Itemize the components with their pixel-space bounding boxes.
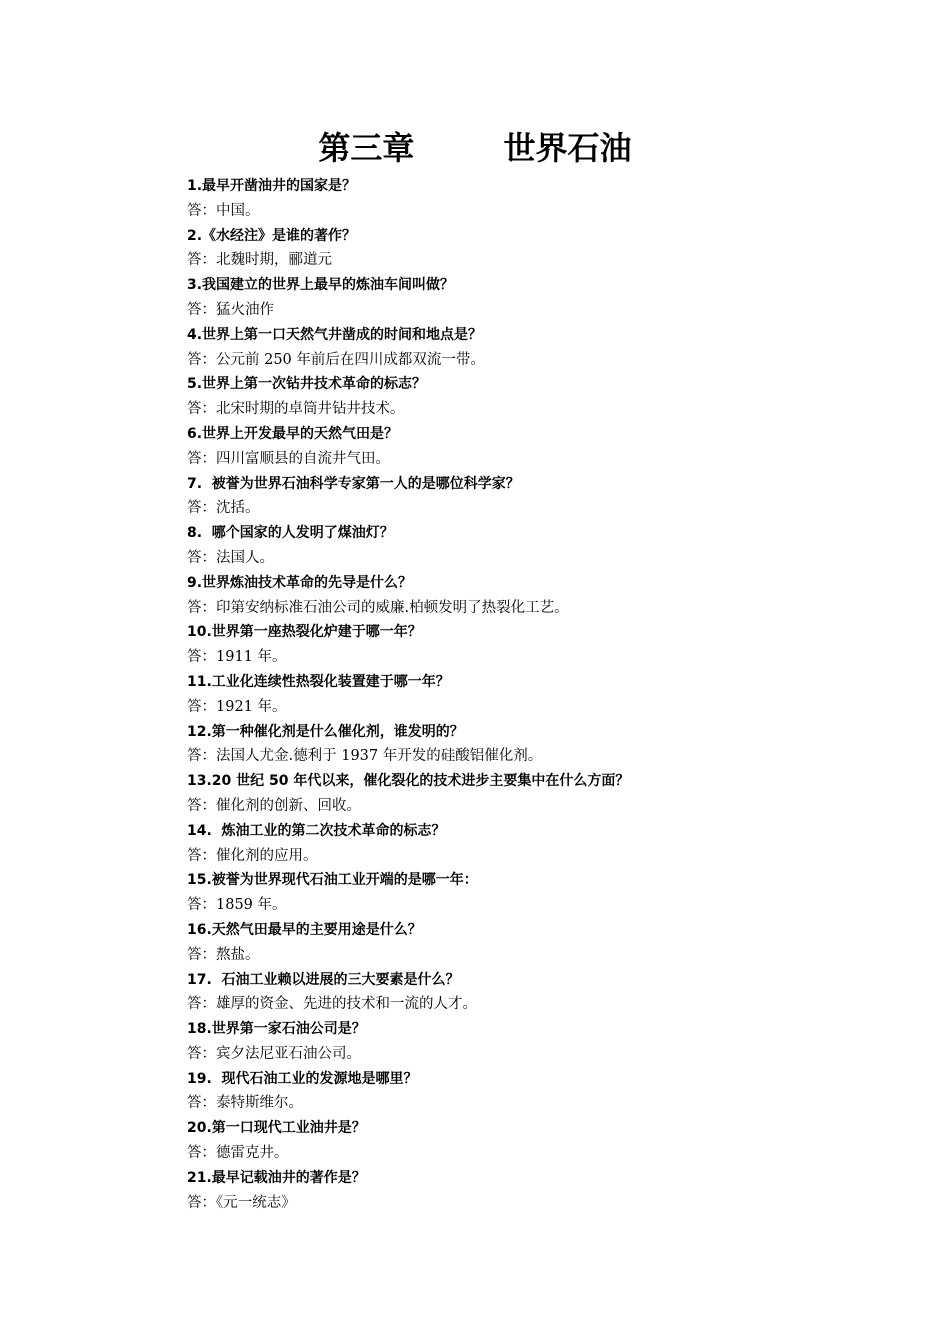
qa-item (187, 521, 887, 571)
qa-item (187, 868, 887, 918)
question-text: 8. 哪个国家的人发明了煤油灯？ (187, 525, 394, 542)
answer-text: 答：催化剂的创新、回收。 (187, 797, 361, 814)
qa-list (187, 174, 887, 1215)
qa-item (187, 968, 887, 1018)
question-text: 13.20 世纪 50 年代以来，催化裂化的技术进步主要集中在什么方面？ (187, 773, 630, 790)
answer-text: 答：德雷克井。 (187, 1145, 289, 1162)
question-text: 16.天然气田最早的主要用途是什么？ (187, 921, 422, 938)
qa-item (187, 472, 887, 522)
question-text: 19. 现代石油工业的发源地是哪里？ (187, 1070, 418, 1087)
answer-text: 答：北宋时期的卓筒井钻井技术。 (187, 401, 405, 418)
answer-text: 答：法国人。 (187, 549, 274, 566)
qa-item (187, 720, 887, 770)
qa-item (187, 224, 887, 274)
qa-item (187, 819, 887, 869)
qa-item (187, 918, 887, 968)
answer-text: 答：熬盐。 (187, 946, 260, 963)
question-text: 5.世界上第一次钻井技术革命的标志？ (187, 376, 427, 393)
qa-item (187, 571, 887, 621)
answer-text: 答：1859 年。 (187, 897, 287, 914)
answer-text: 答：公元前 250 年前后在四川成都双流一带。 (187, 351, 485, 368)
qa-item (187, 174, 887, 224)
answer-text: 答：猛火油作 (187, 301, 274, 318)
answer-text: 答：1921 年。 (187, 698, 287, 715)
qa-item (187, 1017, 887, 1067)
qa-item (187, 1067, 887, 1117)
question-text: 10.世界第一座热裂化炉建于哪一年？ (187, 624, 422, 641)
question-text: 2.《水经注》是谁的著作？ (187, 227, 357, 244)
answer-text: 答：沈括。 (187, 500, 260, 517)
answer-text: 答：《元一统志》 (187, 1194, 296, 1211)
question-text: 15.被誉为世界现代石油工业开端的是哪一年： (187, 872, 478, 889)
answer-text: 答：印第安纳标准石油公司的威廉.柏顿发明了热裂化工艺。 (187, 599, 569, 616)
qa-item (187, 273, 887, 323)
question-text: 7. 被誉为世界石油科学专家第一人的是哪位科学家？ (187, 475, 520, 492)
question-text: 9.世界炼油技术革命的先导是什么？ (187, 574, 413, 591)
qa-item (187, 1116, 887, 1166)
qa-item (187, 670, 887, 720)
answer-text: 答：泰特斯维尔。 (187, 1095, 303, 1112)
question-text: 6.世界上开发最早的天然气田是？ (187, 425, 399, 442)
question-text: 14. 炼油工业的第二次技术革命的标志？ (187, 822, 446, 839)
question-text: 3.我国建立的世界上最早的炼油车间叫做？ (187, 277, 455, 294)
answer-text: 答：中国。 (187, 202, 260, 219)
question-text: 4.世界上第一口天然气井凿成的时间和地点是？ (187, 326, 483, 343)
question-text: 12.第一种催化剂是什么催化剂，谁发明的？ (187, 723, 464, 740)
answer-text: 答：四川富顺县的自流井气田。 (187, 450, 390, 467)
answer-text: 答：法国人尤金.德利于 1937 年开发的硅酸铝催化剂。 (187, 748, 543, 765)
answer-text: 答：催化剂的应用。 (187, 847, 318, 864)
question-text: 21.最早记载油井的著作是？ (187, 1169, 366, 1186)
answer-text: 答：雄厚的资金、先进的技术和一流的人才。 (187, 996, 477, 1013)
question-text: 18.世界第一家石油公司是？ (187, 1021, 366, 1038)
qa-item (187, 422, 887, 472)
qa-item (187, 1166, 887, 1216)
qa-item (187, 372, 887, 422)
question-text: 11.工业化连续性热裂化装置建于哪一年？ (187, 673, 450, 690)
answer-text: 答：宾夕法尼亚石油公司。 (187, 1045, 361, 1062)
question-text: 20.第一口现代工业油井是？ (187, 1120, 366, 1137)
answer-text: 答：1911 年。 (187, 649, 287, 666)
chapter-title: 第三章 世界石油 (318, 129, 632, 167)
qa-item (187, 620, 887, 670)
question-text: 17. 石油工业赖以进展的三大要素是什么？ (187, 971, 460, 988)
qa-item (187, 769, 887, 819)
question-text: 1.最早开凿油井的国家是？ (187, 178, 357, 194)
qa-item (187, 323, 887, 373)
answer-text: 答：北魏时期，郦道元 (187, 252, 332, 269)
